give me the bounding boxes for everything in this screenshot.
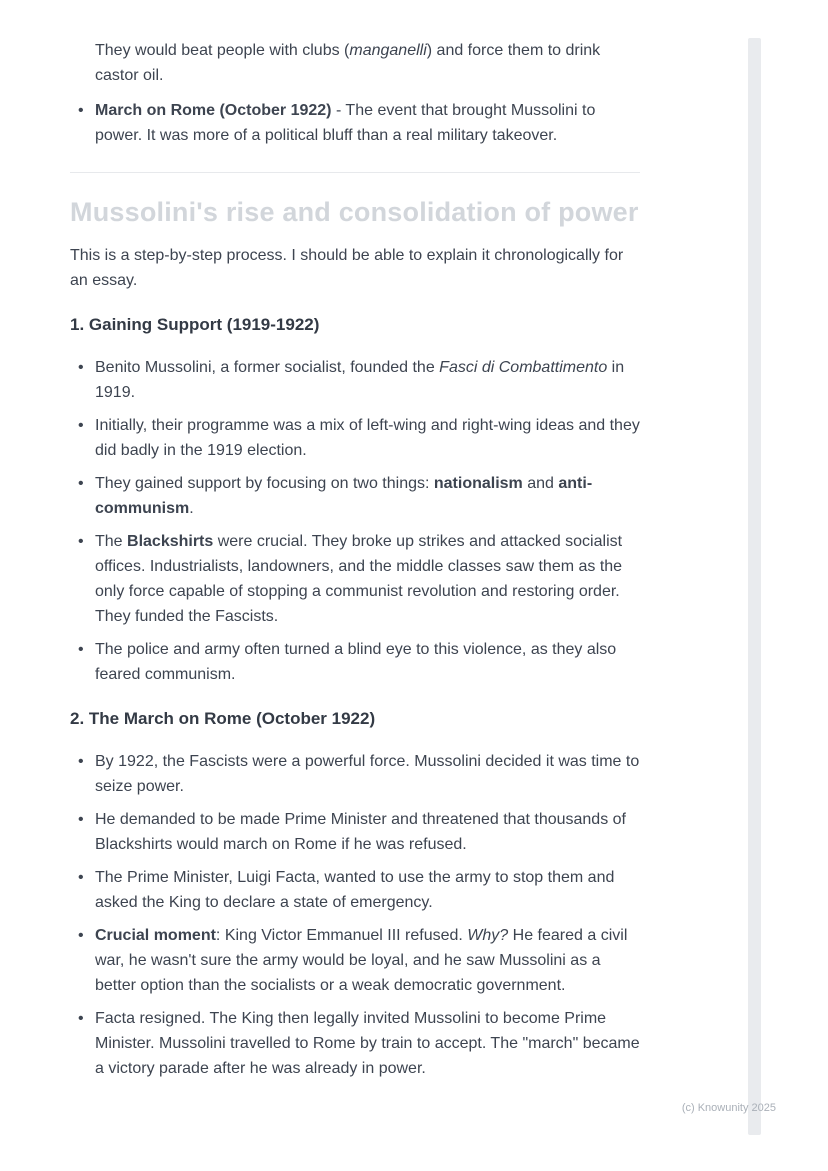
list-item: • The Prime Minister, Luigi Facta, wanted to use the army to stop them and asked the King to declare a state of emergency. bbox=[70, 865, 640, 915]
list-item: • The police and army often turned a blind eye to this violence, as they also feared communism. bbox=[70, 637, 640, 687]
subheading-march-on-rome: 2. The March on Rome (October 1922) bbox=[70, 709, 376, 728]
copyright-footer: (c) Knowunity 2025 bbox=[681, 1102, 776, 1114]
bullet-list-gaining-support bbox=[70, 355, 640, 687]
note-content bbox=[70, 0, 640, 1089]
list-item: • Initially, their programme was a mix of left-wing and right-wing ideas and they did badly in the 1919 election. bbox=[70, 413, 640, 463]
section-heading: Mussolini's rise and consolidation of power bbox=[70, 197, 639, 227]
list-item-march-on-rome-summary: • March on Rome (October 1922) - The event that brought Mussolini to power. It was more of a political bluff than a real military takeover. bbox=[70, 98, 640, 148]
list-item: • Facta resigned. The King then legally invited Mussolini to become Prime Minister. Mussolini travelled to Rome by train to accept. The "march" became a victory parade after he was already in power. bbox=[70, 1006, 640, 1081]
bullet-list-march-on-rome bbox=[70, 749, 640, 1081]
list-item: • Crucial moment: King Victor Emmanuel III refused. Why? He feared a civil war, he wasn't sure the army would be loyal, and he saw Mussolini as a better option than the socialists or a weak democratic government. bbox=[70, 923, 640, 998]
list-item: • By 1922, the Fascists were a powerful force. Mussolini decided it was time to seize power. bbox=[70, 749, 640, 799]
intro-paragraph: This is a step-by-step process. I should be able to explain it chronologically for an essay. bbox=[70, 247, 624, 289]
scrollbar[interactable] bbox=[748, 38, 761, 1135]
section-divider bbox=[70, 172, 640, 173]
subheading-gaining-support: 1. Gaining Support (1919-1922) bbox=[70, 315, 320, 334]
list-item: • The Blackshirts were crucial. They broke up strikes and attacked socialist offices. Industrialists, landowners, and the middle classes saw them as the only force capable of stopping a communist revolution and restoring order. They funded the Fascists. bbox=[70, 529, 640, 629]
list-item: • Benito Mussolini, a former socialist, founded the Fasci di Combattimento in 1919. bbox=[70, 355, 640, 405]
list-item: • They gained support by focusing on two things: nationalism and anti-communism. bbox=[70, 471, 640, 521]
list-item: • He demanded to be made Prime Minister and threatened that thousands of Blackshirts would march on Rome if he was refused. bbox=[70, 807, 640, 857]
bullet-list-intro bbox=[70, 98, 640, 148]
paragraph-violence-continuation: They would beat people with clubs (manganelli) and force them to drink castor oil. bbox=[95, 42, 601, 84]
